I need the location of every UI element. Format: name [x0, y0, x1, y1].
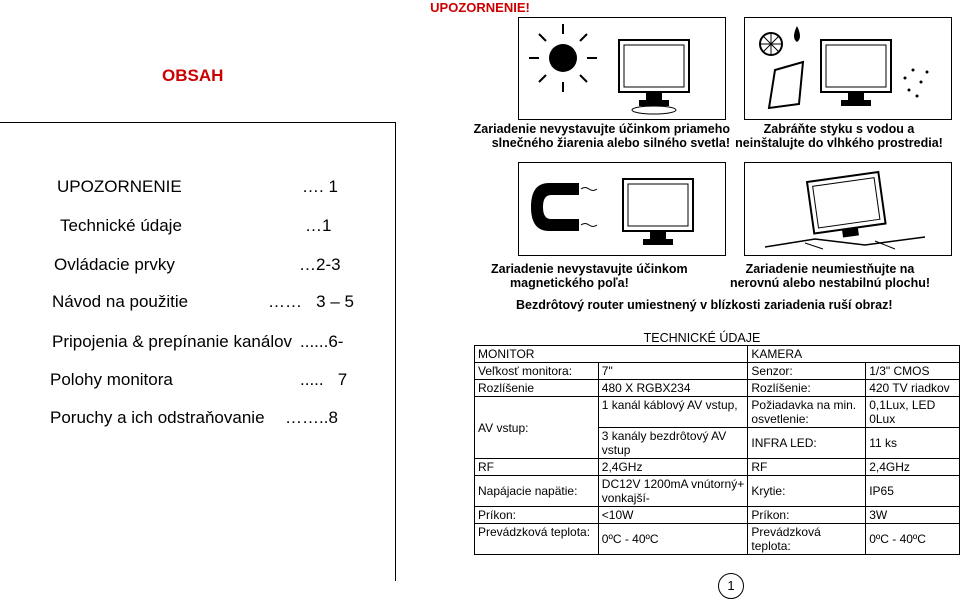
toc-item-page: …1 [305, 216, 332, 235]
tilted-monitor-icon [745, 163, 951, 255]
toc-item-label: Poruchy a ich odstraňovanie [50, 408, 265, 427]
table-cell: Rozlíšenie [475, 380, 599, 397]
table-cell: 3W [866, 507, 960, 524]
table-cell: Príkon: [748, 507, 866, 524]
table-cell: 420 TV riadkov [866, 380, 960, 397]
table-cell: Veľkosť monitora: [475, 363, 599, 380]
warning-caption-magnet [491, 262, 711, 290]
magnet-warning-image [518, 162, 726, 256]
table-cell: Prevádzková teplota: [748, 524, 866, 555]
page-number: 1 [718, 573, 744, 599]
warning-caption-sun [468, 122, 730, 150]
table-cell: 11 ks [866, 428, 960, 459]
table-cell: DC12V 1200mA vnútorný+ vonkajší- [598, 476, 748, 507]
table-cell: 1/3" CMOS [866, 363, 960, 380]
table-row [475, 476, 960, 507]
toc-item-page: ……..8 [285, 408, 338, 427]
table-cell: Prevádzková teplota: [475, 524, 599, 555]
tech-specs-title: TECHNICKÉ ÚDAJE [643, 331, 761, 345]
caption-line: neinštalujte do vlhkého prostredia! [735, 136, 943, 150]
table-cell: IP65 [866, 476, 960, 507]
toc-item-page: …… 3 – 5 [268, 292, 354, 311]
warning-caption-water [730, 122, 948, 150]
table-row [475, 397, 960, 428]
table-row [475, 507, 960, 524]
table-cell: AV vstup: [475, 397, 599, 459]
toc-item-label: Technické údaje [60, 216, 182, 235]
warning-caption-surface [700, 262, 960, 290]
table-cell: 0ºC - 40ºC [866, 524, 960, 555]
toc-item-page: …2-3 [299, 255, 341, 274]
table-row [475, 363, 960, 380]
caption-line: Zariadenie nevystavujte účinkom [491, 262, 688, 276]
table-cell: 7" [598, 363, 748, 380]
table-cell: Rozlíšenie: [748, 380, 866, 397]
table-cell: Požiadavka na min. osvetlenie: [748, 397, 866, 428]
table-cell: 1 kanál káblový AV vstup, [598, 397, 748, 428]
water-monitor-icon [745, 18, 951, 119]
caption-line: magnetického poľa! [510, 276, 629, 290]
toc-item-label: Ovládacie prvky [54, 255, 175, 274]
toc-item-label: Polohy monitora [50, 370, 173, 389]
table-cell: 2,4GHz [866, 459, 960, 476]
table-cell: Senzor: [748, 363, 866, 380]
table-cell: <10W [598, 507, 748, 524]
table-row [475, 524, 960, 555]
unstable-surface-warning-image [744, 162, 952, 256]
table-cell: 3 kanály bezdrôtový AV vstup [598, 428, 748, 459]
toc-item-page: ..... 7 [300, 370, 348, 389]
table-cell: INFRA LED: [748, 428, 866, 459]
table-cell: RF [748, 459, 866, 476]
spec-table [474, 345, 960, 555]
top-warning-heading: UPOZORNENIE! [430, 0, 530, 15]
table-cell: 0,1Lux, LED 0Lux [866, 397, 960, 428]
table-row [475, 459, 960, 476]
toc-item-page: …. 1 [302, 177, 338, 196]
table-cell: Napájacie napätie: [475, 476, 599, 507]
toc-item-label: Pripojenia & prepínanie kanálov [52, 332, 293, 351]
sun-warning-image [518, 17, 726, 120]
caption-line: Zariadenie neumiestňujte na [745, 262, 915, 276]
table-cell: 2,4GHz [598, 459, 748, 476]
monitor-header: MONITOR [475, 346, 748, 363]
table-cell: 480 X RGBX234 [598, 380, 748, 397]
camera-header: KAMERA [748, 346, 960, 363]
water-warning-image [744, 17, 952, 120]
toc-item-label: UPOZORNENIE [57, 177, 182, 196]
toc-title: OBSAH [162, 66, 224, 85]
table-cell: Krytie: [748, 476, 866, 507]
caption-line: Zabráňte styku s vodou a [763, 122, 915, 136]
table-cell: 0ºC - 40ºC [598, 524, 748, 555]
caption-line: nerovnú alebo nestabilnú plochu! [729, 276, 930, 290]
table-row [475, 380, 960, 397]
caption-line: slnečného žiarenia alebo silného svetla! [491, 136, 730, 150]
magnet-monitor-icon [519, 163, 725, 255]
spec-header-row [475, 346, 960, 363]
caption-line: Zariadenie nevystavujte účinkom priameho [473, 122, 730, 136]
sun-monitor-icon [519, 18, 725, 119]
table-cell: RF [475, 459, 599, 476]
wireless-interference-note: Bezdrôtový router umiestnený v blízkosti zariadenia ruší obraz! [516, 298, 893, 312]
toc-item-page: ......6- [300, 332, 344, 351]
toc-item-label: Návod na použitie [52, 292, 189, 311]
table-cell: Príkon: [475, 507, 599, 524]
